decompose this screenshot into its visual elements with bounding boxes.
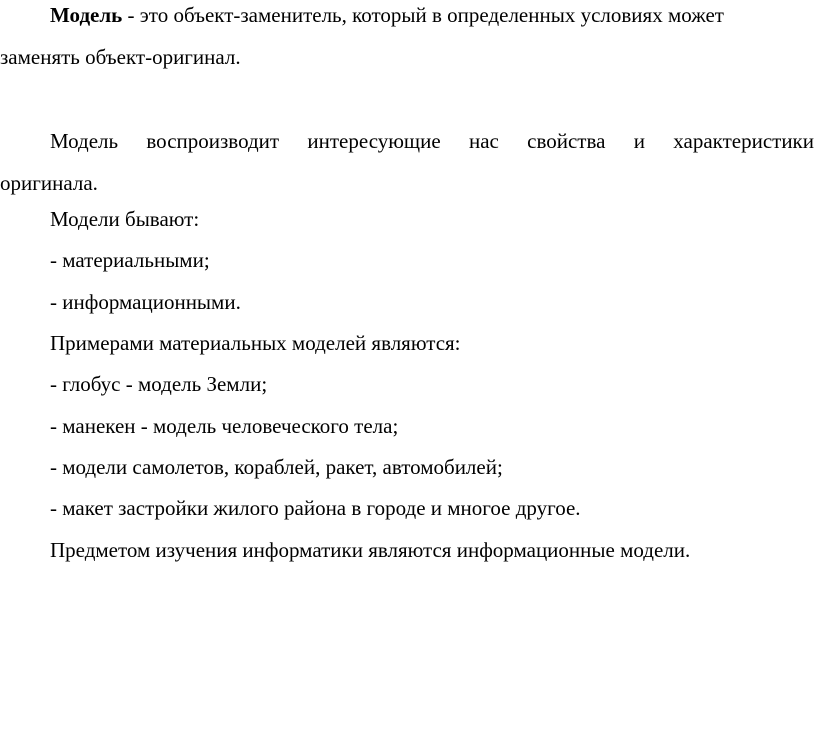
list-item: - глобус - модель Земли;	[50, 372, 268, 396]
definition-line-1	[50, 2, 724, 28]
list-item: - материальными;	[50, 248, 210, 272]
list-item: - макет застройки жилого района в городе и многое другое.	[50, 496, 581, 520]
list-item: - информационными.	[50, 290, 241, 314]
model-term: Модель	[50, 3, 123, 27]
definition-line-2: заменять объект-оригинал.	[0, 45, 241, 69]
paragraph-2-line-2: оригинала.	[0, 171, 98, 195]
paragraph-2-line-1: Модель воспроизводит интересующие нас свойства и характеристики	[50, 129, 814, 153]
conclusion: Предметом изучения информатики являются информационные модели.	[50, 538, 691, 562]
list-item: - модели самолетов, кораблей, ракет, автомобилей;	[50, 455, 503, 479]
list-item: - манекен - модель человеческого тела;	[50, 414, 399, 438]
models-types-intro: Модели бывают:	[50, 207, 200, 231]
examples-intro: Примерами материальных моделей являются:	[50, 331, 461, 355]
definition-text: - это объект-заменитель, который в определенных условиях может	[122, 3, 724, 27]
